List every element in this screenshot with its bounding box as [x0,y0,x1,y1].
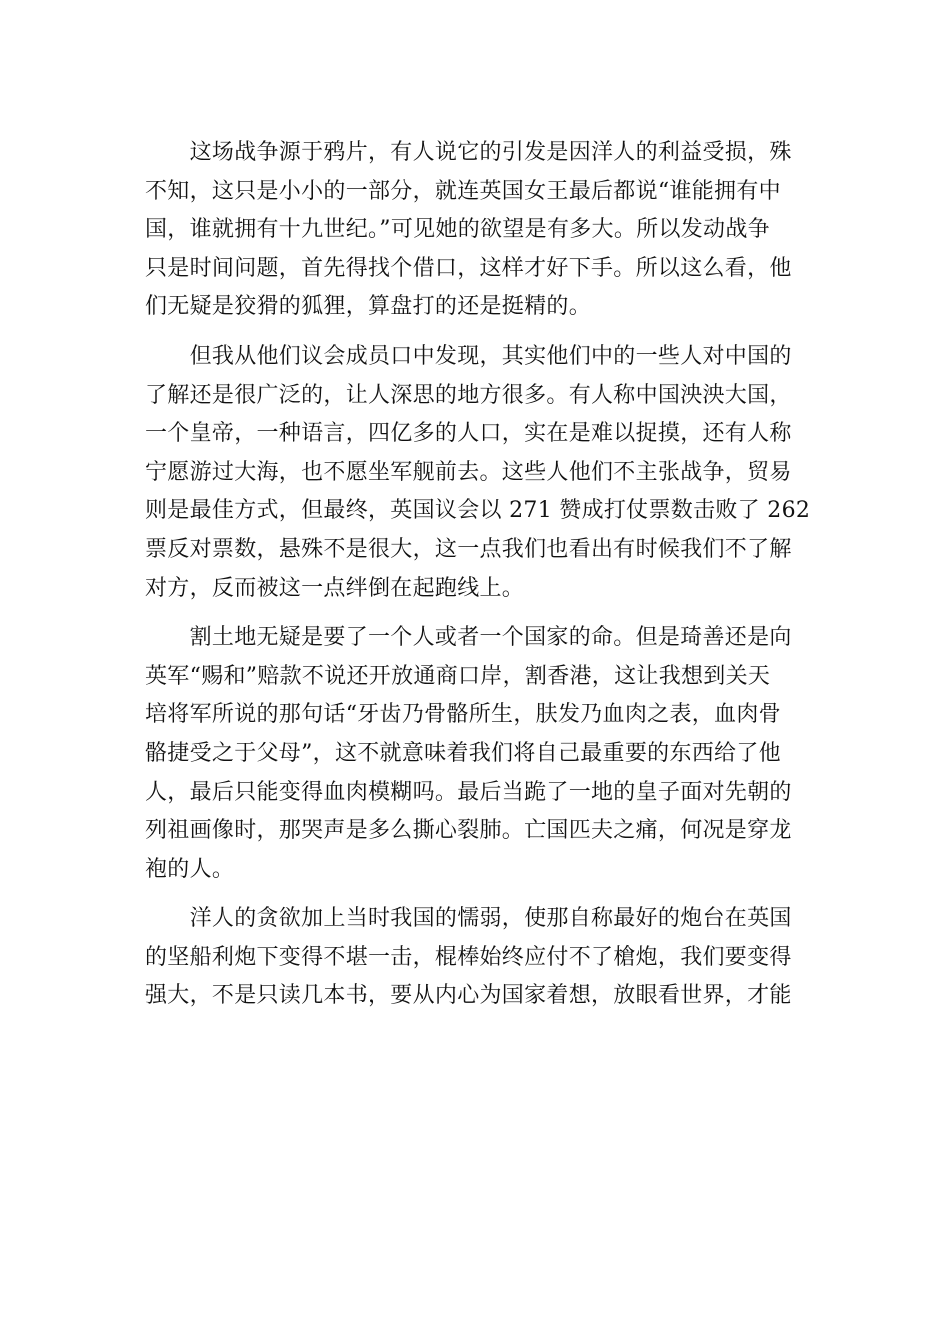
text-line: 培将军所说的那句话“牙齿乃骨骼所生，肤发乃血肉之表，血肉骨 [145,702,781,728]
text-line: 割土地无疑是要了一个人或者一个国家的命。但是琦善还是向 [145,625,792,651]
text-line: 袍的人。 [145,856,235,882]
text-line: 列祖画像时，那哭声是多么撕心裂肺。亡国匹夫之痛，何况是穿龙 [145,818,792,844]
text-line: 对方，反而被这一点绊倒在起跑线上。 [145,575,525,601]
text-line: 一个皇帝，一种语言，四亿多的人口，实在是难以捉摸，还有人称 [145,421,792,447]
text-line: 国，谁就拥有十九世纪。”可见她的欲望是有多大。所以发动战争 [145,217,770,243]
text-line: 的坚船利炮下变得不堪一击，棍棒始终应付不了槍炮，我们要变得 [145,944,792,970]
text-line: 这场战争源于鸦片，有人说它的引发是因洋人的利益受损，殊 [145,140,792,165]
text-line: 洋人的贪欲加上当时我国的懦弱，使那自称最好的炮台在英国 [145,906,792,932]
text-line: 了解还是很广泛的，让人深思的地方很多。有人称中国泱泱大国， [145,382,792,408]
text-line: 但我从他们议会成员口中发现，其实他们中的一些人对中国的 [145,343,792,369]
text-line: 骼捷受之于父母”，这不就意味着我们将自己最重要的东西给了他 [145,740,781,766]
text-line: 人，最后只能变得血肉模糊吗。最后当跪了一地的皇子面对先朝的 [145,779,792,805]
text-line: 宁愿游过大海，也不愿坐军舰前去。这些人他们不主张战争，贸易 [145,459,792,485]
text-line: 则是最佳方式，但最终，英国议会以 271 赞成打仗票数击败了 262 [145,498,811,524]
text-line: 们无疑是狡猾的狐狸，算盘打的还是挺精的。 [145,294,592,320]
text-line: 不知，这只是小小的一部分，就连英国女王最后都说“谁能拥有中 [145,178,781,204]
text-line: 强大，不是只读几本书，要从内心为国家着想，放眼看世界，才能 [145,983,792,1009]
paragraph-2 [145,338,810,608]
paragraph-1 [145,134,810,327]
document-body [145,134,810,1016]
text-line: 只是时间问题，首先得找个借口，这样才好下手。所以这么看，他 [145,255,792,281]
paragraph-3 [145,619,810,889]
text-line: 英军“赐和”赔款不说还开放通商口岸，割香港，这让我想到关天 [145,663,771,689]
text-line: 票反对票数，悬殊不是很大，这一点我们也看出有时候我们不了解 [145,536,792,562]
paragraph-4 [145,900,810,1016]
